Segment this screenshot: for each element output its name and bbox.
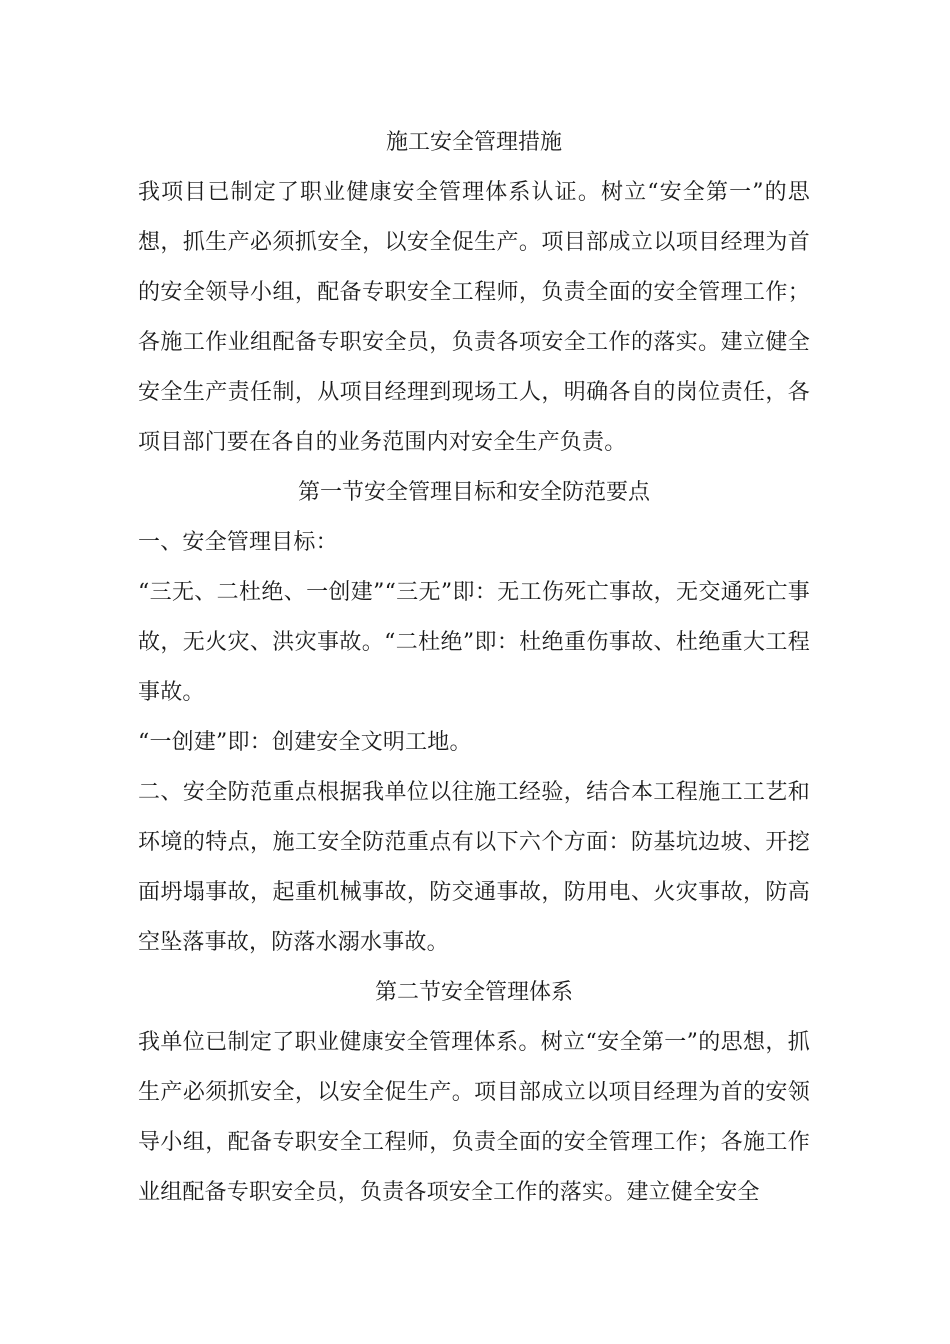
intro-paragraph: 我项目已制定了职业健康安全管理体系认证。树立“安全第一”的思想，抓生产必须抓安全，以安全促生产。项目部成立以项目经理为首的安全领导小组，配备专职安全工程师，负责全面的安全管理工作；各施工作业组配备专职安全员，负责各项安全工作的落实。建立健全安全生产责任制，从项目经理到现场工人，明确各自的岗位责任，各项目部门要在各自的业务范围内对安全生产负责。 <box>138 180 810 455</box>
section-1-item-1-title: 一、安全管理目标： <box>138 530 338 555</box>
section-1-heading: 第一节安全管理目标和安全防范要点 <box>297 480 650 505</box>
document-page <box>138 118 810 1218</box>
document-title: 施工安全管理措施 <box>385 130 562 155</box>
section-1-item-2-text: 二、安全防范重点根据我单位以往施工经验，结合本工程施工工艺和环境的特点，施工安全防范重点有以下六个方面：防基坑边坡、开挖面坍塌事故，起重机械事故，防交通事故，防用电、火灾事故，防高空坠落事故，防落水溺水事故。 <box>138 780 810 955</box>
section-2-paragraph: 我单位已制定了职业健康安全管理体系。树立“安全第一”的思想，抓生产必须抓安全，以安全促生产。项目部成立以项目经理为首的安领导小组，配备专职安全工程师，负责全面的安全管理工作；各施工作业组配备专职安全员，负责各项安全工作的落实。建立健全安全 <box>138 1030 810 1205</box>
section-2-heading: 第二节安全管理体系 <box>374 980 573 1005</box>
section-1-item-1-text: “三无、二杜绝、一创建”“三无”即：无工伤死亡事故，无交通死亡事故，无火灾、洪灾事故。“二杜绝”即：杜绝重伤事故、杜绝重大工程事故。 <box>138 580 810 705</box>
section-1-item-1-text-2: “一创建”即：创建安全文明工地。 <box>138 730 472 755</box>
